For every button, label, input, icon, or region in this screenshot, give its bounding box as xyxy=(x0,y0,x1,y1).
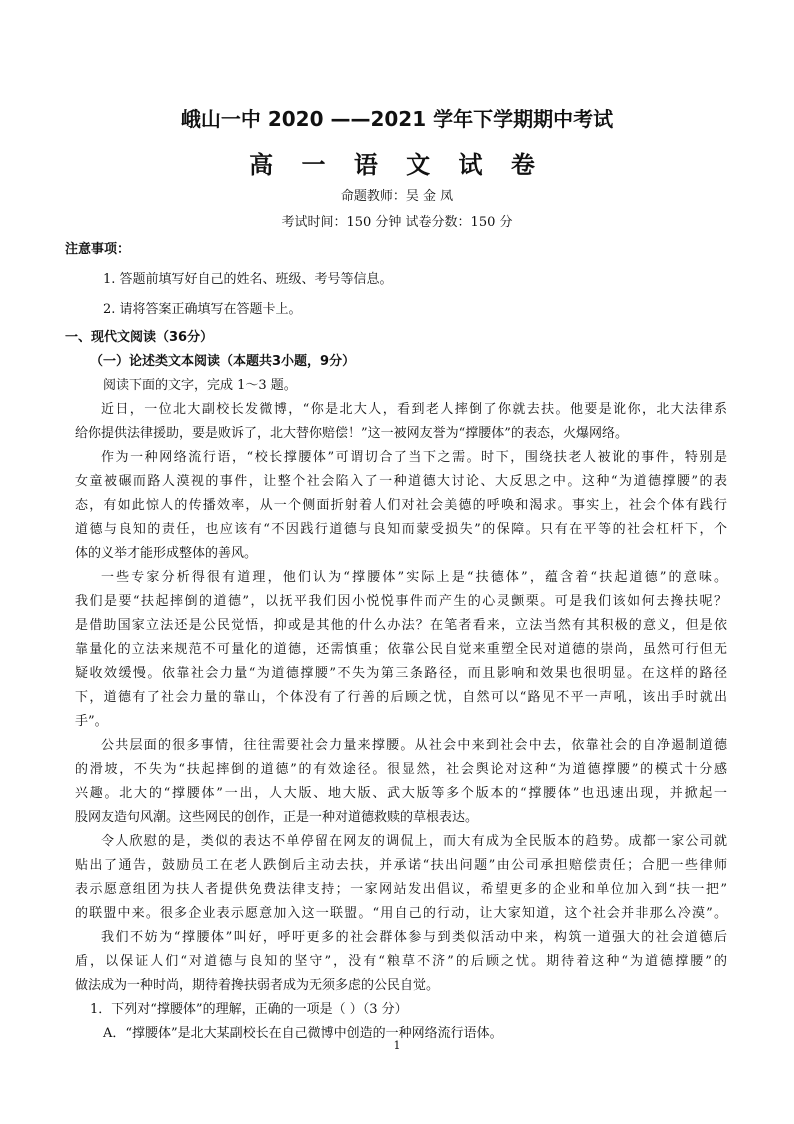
passage-line: 态，有如此惊人的传播效率，从一个侧面折射着人们对社会美德的呼唤和渴求。事实上，社会个体有践行 xyxy=(75,498,727,513)
passage-line: 股网友造句风潮。这些网民的创作，正是一种对道德救赎的草根表达。 xyxy=(75,810,479,825)
notes-heading: 注意事项： xyxy=(65,242,131,257)
passage-line: 下，道德有了社会力量的靠山，个体没有了行善的后顾之忧，自然可以“路见不平一声吼，该出手时就出 xyxy=(75,690,727,705)
passage-line: 道德与良知的责任，也应该有“不因践行道德与良知而蒙受损失”的保障。只有在平等的社会杠杆下，个 xyxy=(75,522,727,537)
exam-subtitle: 高 一 语 文 试 卷 xyxy=(249,151,545,179)
passage-line: 手”。 xyxy=(75,714,108,729)
passage-line: 体的义举才能形成整体的善风。 xyxy=(75,546,258,561)
question-stem: 1．下列对“撑腰体”的理解，正确的一项是（ ）（3 分） xyxy=(90,1002,408,1017)
passage-line: 兴趣。北大的“撑腰体”一出，人大版、地大版、武大版等多个版本的“撑腰体”也迅速出现，并掀起一 xyxy=(75,786,727,801)
teacher-line: 命题教师：吴 金 凤 xyxy=(340,189,454,204)
passage-line: 我们是要“扶起摔倒的道德”，以抚平我们因小悦悦事件而产生的心灵颤栗。可是我们该如何去搀扶呢？ xyxy=(75,594,727,609)
exam-info-line: 考试时间：150 分钟 试卷分数：150 分 xyxy=(281,215,513,230)
passage-line: 近日，一位北大副校长发微博，“你是北大人，看到老人摔倒了你就去扶。他要是讹你，北大法律系 xyxy=(101,402,727,417)
passage-line: 靠量化的立法来规范不可量化的道德，还需慎重；依靠公民自觉来重塑全民对道德的崇尚，虽然可行但无 xyxy=(75,642,727,657)
section-heading: 一、现代文阅读（36分） xyxy=(65,330,214,345)
note-item: 2. 请将答案正确填写在答题卡上。 xyxy=(103,302,302,317)
passage-line: 盾，以保证人们“对道德与良知的坚守”，没有“粮草不济”的后顾之忧。期待着这种“为道德撑腰”的 xyxy=(75,954,727,969)
passage-line: 贴出了通告，鼓励员工在老人跌倒后主动去扶，并承诺“扶出问题”由公司承担赔偿责任；合肥一些律师 xyxy=(75,858,727,873)
passage-line: 给你提供法律援助，要是败诉了，北大替你赔偿！”这一被网友誉为“撑腰体”的表态，火爆网络。 xyxy=(75,426,628,441)
page-number: 1 xyxy=(393,1039,401,1052)
passage-line: 的联盟中来。很多企业表示愿意加入这一联盟。“用自己的行动，让大家知道，这个社会并非那么冷漠”。 xyxy=(75,906,727,921)
subsection-heading: （一）论述类文本阅读（本题共3小题，9分） xyxy=(90,354,356,369)
passage-line: 公共层面的很多事情，往往需要社会力量来撑腰。从社会中来到社会中去，依靠社会的自净遏制道德 xyxy=(101,738,727,753)
passage-line: 的滑坡，不失为“扶起摔倒的道德”的有效途径。很显然，社会舆论对这种“为道德撑腰”的模式十分感 xyxy=(75,762,727,777)
passage-line: 我们不妨为“撑腰体”叫好，呼吁更多的社会群体参与到类似活动中来，构筑一道强大的社会道德后 xyxy=(101,930,727,945)
passage-line: 令人欣慰的是，类似的表达不单停留在网友的调侃上，而大有成为全民版本的趋势。成都一家公司就 xyxy=(101,834,727,849)
passage-line: 表示愿意组团为扶人者提供免费法律支持；一家网站发出倡议，希望更多的企业和单位加入到“扶一把” xyxy=(75,882,727,897)
question-option-a: A．“撑腰体”是北大某副校长在自己微博中创造的一种网络流行语体。 xyxy=(103,1026,503,1041)
passage-line: 是借助国家立法还是公民觉悟，抑或是其他的什么办法？在笔者看来，立法当然有其积极的意义，但是依 xyxy=(75,618,727,633)
reading-instruction: 阅读下面的文字，完成 1～3 题。 xyxy=(103,378,297,393)
note-item: 1. 答题前填写好自己的姓名、班级、考号等信息。 xyxy=(103,272,393,287)
passage-line: 作为一种网络流行语，“校长撑腰体”可谓切合了当下之需。时下，围绕扶老人被讹的事件，特别是 xyxy=(101,450,727,465)
exam-title: 峨山一中 2020 ——2021 学年下学期期中考试 xyxy=(180,107,614,131)
passage-line: 一些专家分析得很有道理，他们认为“撑腰体”实际上是“扶德体”，蕴含着“扶起道德”的意味。 xyxy=(101,570,727,585)
passage-line: 女童被碾而路人漠视的事件，让整个社会陷入了一种道德大讨论、大反思之中。这种“为道德撑腰”的表 xyxy=(75,474,727,489)
passage-line: 疑收效缓慢。依靠社会力量“为道德撑腰”不失为第三条路径，而且影响和效果也很明显。在这样的路径 xyxy=(75,666,727,681)
passage-line: 做法成为一种时尚，期待着搀扶弱者成为无须多虑的公民自觉。 xyxy=(75,978,440,993)
